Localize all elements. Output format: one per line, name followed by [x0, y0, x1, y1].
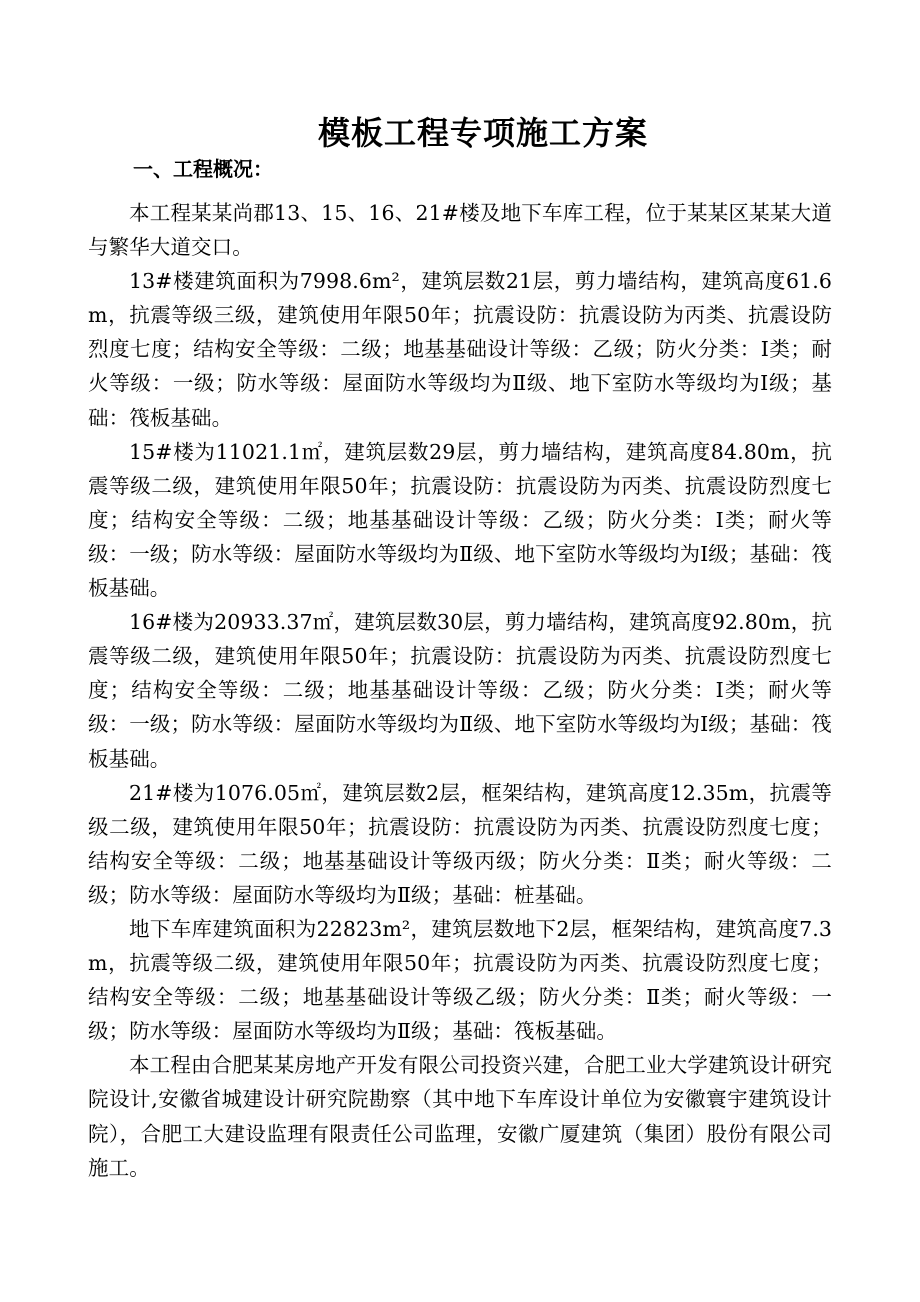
paragraph-project-parties: 本工程由合肥某某房地产开发有限公司投资兴建，合肥工业大学建筑设计研究院设计,安徽省城建设计研究院勘察（其中地下车库设计单位为安徽寰宇建筑设计院），合肥工大建设监理有限责任公司监理，安徽广厦建筑（集团）股份有限公司施工。 — [88, 1053, 832, 1180]
document-body — [88, 196, 832, 1185]
paragraph-building-13: 13#楼建筑面积为7998.6m²，建筑层数21层，剪力墙结构，建筑高度61.6m，抗震等级三级，建筑使用年限50年；抗震设防：抗震设防为丙类、抗震设防烈度七度；结构安全等级：二级；地基基础设计等级：乙级；防火分类：Ⅰ类；耐火等级：一级；防水等级：屋面防水等级均为Ⅱ级、地下室防水等级均为Ⅰ级；基础：筏板基础。 — [88, 269, 832, 430]
paragraph-project-location: 本工程某某尚郡13、15、16、21#楼及地下车库工程，位于某某区某某大道与繁华大道交口。 — [88, 201, 832, 260]
document-title: 模板工程专项施工方案 — [317, 114, 648, 153]
paragraph-building-15: 15#楼为11021.1㎡，建筑层数29层，剪力墙结构，建筑高度84.80m，抗震等级二级，建筑使用年限50年；抗震设防：抗震设防为丙类、抗震设防烈度七度；结构安全等级：二级；地基基础设计等级：乙级；防火分类：Ⅰ类；耐火等级：一级；防水等级：屋面防水等级均为Ⅱ级、地下室防水等级均为Ⅰ级；基础：筏板基础。 — [88, 439, 832, 601]
paragraph-underground-garage: 地下车库建筑面积为22823m²，建筑层数地下2层，框架结构，建筑高度7.3m，抗震等级二级，建筑使用年限50年；抗震设防为丙类、抗震设防烈度七度；结构安全等级：二级；地基基础设计等级乙级；防火分类：Ⅱ类；耐火等级：一级；防水等级：屋面防水等级均为Ⅱ级；基础：筏板基础。 — [88, 916, 832, 1044]
paragraph-building-21: 21#楼为1076.05㎡，建筑层数2层，框架结构，建筑高度12.35m，抗震等级二级，建筑使用年限50年；抗震设防：抗震设防为丙类、抗震设防烈度七度；结构安全等级：二级；地基基础设计等级丙级；防火分类：Ⅱ类；耐火等级：二级；防水等级：屋面防水等级均为Ⅱ级；基础：桩基础。 — [88, 780, 832, 907]
section-heading: 一、工程概况： — [133, 157, 273, 181]
paragraph-building-16: 16#楼为20933.37㎡，建筑层数30层，剪力墙结构，建筑高度92.80m，抗震等级二级，建筑使用年限50年；抗震设防：抗震设防为丙类、抗震设防烈度七度；结构安全等级：二级；地基基础设计等级：乙级；防火分类：Ⅰ类；耐火等级：一级；防水等级：屋面防水等级均为Ⅱ级、地下室防水等级均为Ⅰ级；基础：筏板基础。 — [88, 610, 832, 771]
